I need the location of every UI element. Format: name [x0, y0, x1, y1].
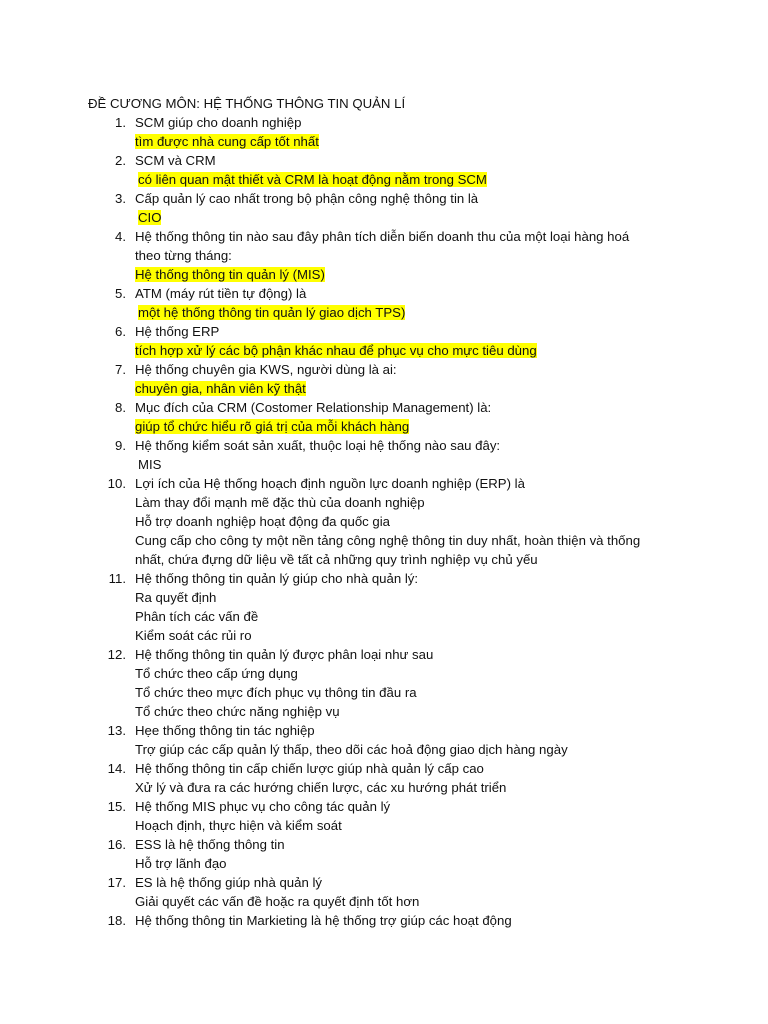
highlighted-answer [135, 170, 700, 189]
answer-text [135, 816, 700, 835]
question-text: Hệ thống thông tin quản lý được phân loại như sau [135, 647, 434, 662]
question-item [0, 759, 700, 797]
question-number: 16. [107, 837, 126, 852]
question-text: ATM (máy rút tiền tự động) là [135, 286, 307, 301]
question-text: Hệ thống thông tin quản lý giúp cho nhà quản lý: [135, 571, 419, 586]
question-item [0, 835, 700, 873]
answer-text-span: Trợ giúp các cấp quản lý thấp, theo dõi các hoả động giao dịch hàng ngày [135, 742, 568, 757]
question-text: ESS là hệ thống thông tin [135, 837, 285, 852]
answer-text [135, 550, 700, 569]
answer-text-span: Cung cấp cho công ty một nền tảng công nghệ thông tin duy nhất, hoàn thiện và thống [135, 533, 641, 548]
answer-text-span: Xử lý và đưa ra các hướng chiến lược, các xu hướng phát triển [135, 780, 507, 795]
question-text: Hệ thống ERP [135, 324, 220, 339]
answer-text [135, 626, 700, 645]
answer-text [135, 607, 700, 626]
question-text: ES là hệ thống giúp nhà quản lý [135, 875, 322, 890]
question-item [0, 721, 700, 759]
answer-text-span: Hỗ trợ doanh nghiệp hoạt động đa quốc gia [135, 514, 391, 529]
question-number: 1. [115, 115, 126, 130]
question-text: theo từng tháng: [135, 248, 232, 263]
answer-text [135, 740, 700, 759]
question-item [0, 474, 700, 569]
answer-text-span: Tổ chức theo cấp ứng dụng [135, 666, 298, 681]
answer-text [135, 531, 700, 550]
answer-text [135, 702, 700, 721]
answer-text [135, 854, 700, 873]
question-item [0, 873, 700, 911]
question-item [0, 569, 700, 645]
answer-text-span: MIS [138, 457, 162, 472]
answer-text-span: CIO [138, 210, 162, 225]
question-item [0, 797, 700, 835]
question-number: 4. [115, 229, 126, 244]
question-text: SCM và CRM [135, 153, 216, 168]
question-text: Hệ thống thông tin cấp chiến lược giúp nhà quản lý cấp cao [135, 761, 484, 776]
answer-text [135, 664, 700, 683]
answer-text-span: Tổ chức theo chức năng nghiệp vụ [135, 704, 340, 719]
question-text: Cấp quản lý cao nhất trong bộ phận công nghệ thông tin là [135, 191, 479, 206]
question-number: 11. [108, 571, 126, 586]
question-item [0, 398, 700, 436]
answer-text-span: một hệ thống thông tin quản lý giao dịch TPS) [138, 305, 406, 320]
question-text: Hệ thống chuyên gia KWS, người dùng là ai: [135, 362, 397, 377]
answer-text-span: Hoạch định, thực hiện và kiểm soát [135, 818, 342, 833]
highlighted-answer [135, 341, 700, 360]
question-number: 3. [115, 191, 126, 206]
question-text: Hệ thống thông tin Markieting là hệ thống trợ giúp các hoạt động [135, 913, 512, 928]
question-number: 6. [115, 324, 126, 339]
highlighted-answer [135, 265, 700, 284]
answer-text [135, 683, 700, 702]
question-item [0, 113, 700, 151]
highlighted-answer [135, 417, 700, 436]
question-item [0, 189, 700, 227]
highlighted-answer [135, 132, 700, 151]
highlighted-answer [135, 379, 700, 398]
answer-text-span: Phân tích các vấn đề [135, 609, 259, 624]
question-number: 5. [115, 286, 126, 301]
question-text: Hẹe thống thông tin tác nghiệp [135, 723, 315, 738]
question-number: 14. [107, 761, 126, 776]
answer-text-span: Hỗ trợ lãnh đạo [135, 856, 227, 871]
answer-text-span: Ra quyết định [135, 590, 217, 605]
answer-text-span: Kiểm soát các rủi ro [135, 628, 252, 643]
highlighted-answer [135, 303, 700, 322]
answer-text [135, 455, 700, 474]
question-number: 10. [107, 476, 126, 491]
question-text: Lợi ích của Hệ thống hoạch định nguồn lực doanh nghiệp (ERP) là [135, 476, 525, 491]
question-number: 2. [115, 153, 126, 168]
answer-text-span: tìm được nhà cung cấp tốt nhất [135, 134, 319, 149]
question-number: 9. [115, 438, 126, 453]
question-number: 17. [107, 875, 126, 890]
answer-text-span: chuyên gia, nhân viên kỹ thật [135, 381, 306, 396]
question-text: Hệ thống MIS phục vụ cho công tác quản lý [135, 799, 391, 814]
answer-text [135, 892, 700, 911]
question-number: 13. [107, 723, 126, 738]
question-number: 7. [115, 362, 126, 377]
answer-text-span: Hệ thống thông tin quản lý (MIS) [135, 267, 325, 282]
question-item [0, 322, 700, 360]
question-number: 8. [115, 400, 126, 415]
question-item [0, 151, 700, 189]
answer-text-span: Tổ chức theo mực đích phục vụ thông tin đầu ra [135, 685, 417, 700]
question-number: 18. [107, 913, 126, 928]
question-item [0, 360, 700, 398]
answer-text-span: nhất, chứa đựng dữ liệu về tất cả những quy trình nghiệp vụ chủ yếu [135, 552, 538, 567]
question-item [0, 436, 700, 474]
question-item [0, 645, 700, 721]
answer-text [135, 778, 700, 797]
answer-text-span: Giải quyết các vấn đề hoặc ra quyết định tốt hơn [135, 894, 420, 909]
question-item [0, 284, 700, 322]
answer-text [135, 493, 700, 512]
question-text: SCM giúp cho doanh nghiệp [135, 115, 302, 130]
question-text: Hệ thống thông tin nào sau đây phân tích diễn biến doanh thu của một loại hàng hoá [135, 229, 630, 244]
answer-text-span: tích hợp xử lý các bộ phận khác nhau để phục vụ cho mực tiêu dùng [135, 343, 537, 358]
answer-text-span: có liên quan mật thiết và CRM là hoạt động nằm trong SCM [138, 172, 487, 187]
question-number: 15. [107, 799, 126, 814]
answer-text-span: giúp tổ chức hiểu rõ giá trị của mỗi khách hàng [135, 419, 410, 434]
question-list [0, 113, 700, 930]
answer-text [135, 588, 700, 607]
question-text: Mục đích của CRM (Costomer Relationship Management) là: [135, 400, 492, 415]
question-item [0, 911, 700, 930]
question-item [0, 227, 700, 284]
question-text: Hệ thống kiểm soát sản xuất, thuộc loại hệ thống nào sau đây: [135, 438, 501, 453]
answer-text-span: Làm thay đổi mạnh mẽ đặc thù của doanh nghiệp [135, 495, 425, 510]
question-number: 12. [107, 647, 126, 662]
document-title: ĐỀ CƯƠNG MÔN: HỆ THỐNG THÔNG TIN QUẢN LÍ [88, 96, 406, 111]
highlighted-answer [135, 208, 700, 227]
answer-text [135, 512, 700, 531]
